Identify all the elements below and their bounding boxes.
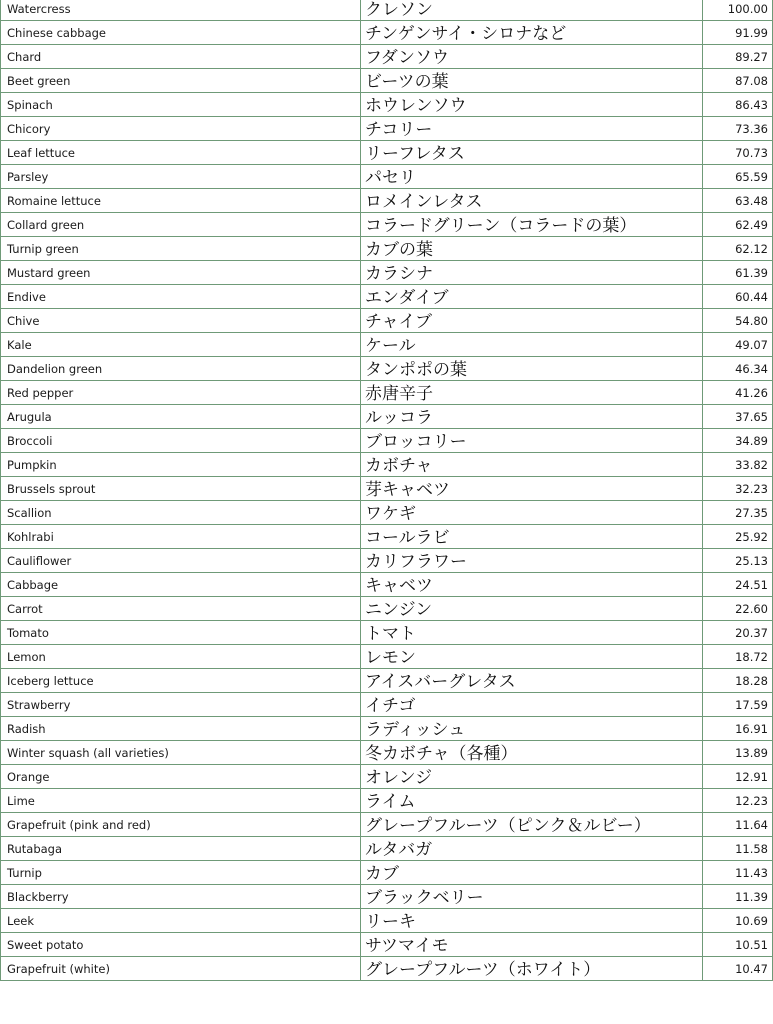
table-row bbox=[1, 741, 773, 765]
english-name-cell: Red pepper bbox=[1, 381, 361, 405]
score-cell: 10.69 bbox=[703, 909, 773, 933]
english-name-cell: Blackberry bbox=[1, 885, 361, 909]
score-cell: 11.39 bbox=[703, 885, 773, 909]
table-row bbox=[1, 429, 773, 453]
table-row bbox=[1, 621, 773, 645]
english-name-cell: Mustard green bbox=[1, 261, 361, 285]
score-cell: 87.08 bbox=[703, 69, 773, 93]
japanese-name-cell: ライム bbox=[361, 789, 703, 813]
table-row bbox=[1, 957, 773, 981]
japanese-name-cell: チャイブ bbox=[361, 309, 703, 333]
japanese-name-cell: ワケギ bbox=[361, 501, 703, 525]
english-name-cell: Kale bbox=[1, 333, 361, 357]
japanese-name-cell: ニンジン bbox=[361, 597, 703, 621]
table-row bbox=[1, 213, 773, 237]
score-cell: 65.59 bbox=[703, 165, 773, 189]
japanese-name-cell: カボチャ bbox=[361, 453, 703, 477]
english-name-cell: Chinese cabbage bbox=[1, 21, 361, 45]
table-row bbox=[1, 477, 773, 501]
japanese-name-cell: キャベツ bbox=[361, 573, 703, 597]
japanese-name-cell: ラディッシュ bbox=[361, 717, 703, 741]
english-name-cell: Watercress bbox=[1, 0, 361, 21]
japanese-name-cell: ケール bbox=[361, 333, 703, 357]
score-cell: 100.00 bbox=[703, 0, 773, 21]
score-cell: 24.51 bbox=[703, 573, 773, 597]
table-row bbox=[1, 501, 773, 525]
table-row bbox=[1, 21, 773, 45]
score-cell: 62.12 bbox=[703, 237, 773, 261]
japanese-name-cell: パセリ bbox=[361, 165, 703, 189]
japanese-name-cell: ブロッコリー bbox=[361, 429, 703, 453]
english-name-cell: Romaine lettuce bbox=[1, 189, 361, 213]
score-cell: 63.48 bbox=[703, 189, 773, 213]
japanese-name-cell: オレンジ bbox=[361, 765, 703, 789]
table-row bbox=[1, 405, 773, 429]
english-name-cell: Leaf lettuce bbox=[1, 141, 361, 165]
english-name-cell: Dandelion green bbox=[1, 357, 361, 381]
score-cell: 61.39 bbox=[703, 261, 773, 285]
japanese-name-cell: タンポポの葉 bbox=[361, 357, 703, 381]
japanese-name-cell: 赤唐辛子 bbox=[361, 381, 703, 405]
table-row bbox=[1, 69, 773, 93]
japanese-name-cell: グレープフルーツ（ピンク＆ルビー） bbox=[361, 813, 703, 837]
japanese-name-cell: コラードグリーン（コラードの葉） bbox=[361, 213, 703, 237]
score-cell: 11.58 bbox=[703, 837, 773, 861]
english-name-cell: Pumpkin bbox=[1, 453, 361, 477]
japanese-name-cell: ホウレンソウ bbox=[361, 93, 703, 117]
english-name-cell: Collard green bbox=[1, 213, 361, 237]
japanese-name-cell: ルタバガ bbox=[361, 837, 703, 861]
table-row bbox=[1, 885, 773, 909]
table-row bbox=[1, 165, 773, 189]
japanese-name-cell: リーキ bbox=[361, 909, 703, 933]
table-row bbox=[1, 309, 773, 333]
table-row bbox=[1, 549, 773, 573]
table-row bbox=[1, 789, 773, 813]
table-row bbox=[1, 573, 773, 597]
english-name-cell: Beet green bbox=[1, 69, 361, 93]
table-row bbox=[1, 765, 773, 789]
table-row bbox=[1, 693, 773, 717]
score-cell: 12.23 bbox=[703, 789, 773, 813]
japanese-name-cell: アイスバーグレタス bbox=[361, 669, 703, 693]
japanese-name-cell: カブ bbox=[361, 861, 703, 885]
japanese-name-cell: トマト bbox=[361, 621, 703, 645]
table-row bbox=[1, 933, 773, 957]
japanese-name-cell: エンダイブ bbox=[361, 285, 703, 309]
score-cell: 20.37 bbox=[703, 621, 773, 645]
table-row bbox=[1, 45, 773, 69]
english-name-cell: Winter squash (all varieties) bbox=[1, 741, 361, 765]
score-cell: 60.44 bbox=[703, 285, 773, 309]
english-name-cell: Grapefruit (pink and red) bbox=[1, 813, 361, 837]
score-cell: 22.60 bbox=[703, 597, 773, 621]
score-cell: 37.65 bbox=[703, 405, 773, 429]
table-row bbox=[1, 597, 773, 621]
score-cell: 11.64 bbox=[703, 813, 773, 837]
english-name-cell: Grapefruit (white) bbox=[1, 957, 361, 981]
table-row bbox=[1, 93, 773, 117]
table-row bbox=[1, 453, 773, 477]
table-row bbox=[1, 0, 773, 21]
score-cell: 16.91 bbox=[703, 717, 773, 741]
english-name-cell: Iceberg lettuce bbox=[1, 669, 361, 693]
japanese-name-cell: ビーツの葉 bbox=[361, 69, 703, 93]
table-row bbox=[1, 669, 773, 693]
english-name-cell: Sweet potato bbox=[1, 933, 361, 957]
table-row bbox=[1, 285, 773, 309]
japanese-name-cell: リーフレタス bbox=[361, 141, 703, 165]
english-name-cell: Spinach bbox=[1, 93, 361, 117]
japanese-name-cell: フダンソウ bbox=[361, 45, 703, 69]
score-cell: 27.35 bbox=[703, 501, 773, 525]
score-cell: 18.72 bbox=[703, 645, 773, 669]
japanese-name-cell: 芽キャベツ bbox=[361, 477, 703, 501]
english-name-cell: Arugula bbox=[1, 405, 361, 429]
japanese-name-cell: チコリー bbox=[361, 117, 703, 141]
table-row bbox=[1, 357, 773, 381]
english-name-cell: Chicory bbox=[1, 117, 361, 141]
english-name-cell: Carrot bbox=[1, 597, 361, 621]
table-row bbox=[1, 861, 773, 885]
score-cell: 46.34 bbox=[703, 357, 773, 381]
english-name-cell: Chive bbox=[1, 309, 361, 333]
english-name-cell: Leek bbox=[1, 909, 361, 933]
japanese-name-cell: カラシナ bbox=[361, 261, 703, 285]
score-cell: 11.43 bbox=[703, 861, 773, 885]
score-cell: 86.43 bbox=[703, 93, 773, 117]
table-row bbox=[1, 117, 773, 141]
table-row bbox=[1, 333, 773, 357]
table-row bbox=[1, 141, 773, 165]
score-cell: 49.07 bbox=[703, 333, 773, 357]
english-name-cell: Tomato bbox=[1, 621, 361, 645]
english-name-cell: Lemon bbox=[1, 645, 361, 669]
english-name-cell: Scallion bbox=[1, 501, 361, 525]
japanese-name-cell: カブの葉 bbox=[361, 237, 703, 261]
score-cell: 70.73 bbox=[703, 141, 773, 165]
score-cell: 62.49 bbox=[703, 213, 773, 237]
score-cell: 12.91 bbox=[703, 765, 773, 789]
score-cell: 10.47 bbox=[703, 957, 773, 981]
english-name-cell: Broccoli bbox=[1, 429, 361, 453]
table-row bbox=[1, 645, 773, 669]
japanese-name-cell: ルッコラ bbox=[361, 405, 703, 429]
japanese-name-cell: コールラビ bbox=[361, 525, 703, 549]
score-cell: 34.89 bbox=[703, 429, 773, 453]
japanese-name-cell: ブラックベリー bbox=[361, 885, 703, 909]
score-cell: 13.89 bbox=[703, 741, 773, 765]
table-row bbox=[1, 261, 773, 285]
japanese-name-cell: カリフラワー bbox=[361, 549, 703, 573]
japanese-name-cell: クレソン bbox=[361, 0, 703, 21]
score-cell: 89.27 bbox=[703, 45, 773, 69]
japanese-name-cell: ロメインレタス bbox=[361, 189, 703, 213]
score-cell: 18.28 bbox=[703, 669, 773, 693]
english-name-cell: Kohlrabi bbox=[1, 525, 361, 549]
english-name-cell: Cauliflower bbox=[1, 549, 361, 573]
english-name-cell: Parsley bbox=[1, 165, 361, 189]
score-cell: 25.92 bbox=[703, 525, 773, 549]
table-row bbox=[1, 909, 773, 933]
english-name-cell: Turnip green bbox=[1, 237, 361, 261]
english-name-cell: Endive bbox=[1, 285, 361, 309]
score-cell: 10.51 bbox=[703, 933, 773, 957]
score-cell: 32.23 bbox=[703, 477, 773, 501]
english-name-cell: Turnip bbox=[1, 861, 361, 885]
table-body bbox=[1, 0, 773, 981]
table-row bbox=[1, 717, 773, 741]
score-cell: 41.26 bbox=[703, 381, 773, 405]
english-name-cell: Radish bbox=[1, 717, 361, 741]
japanese-name-cell: グレープフルーツ（ホワイト） bbox=[361, 957, 703, 981]
english-name-cell: Lime bbox=[1, 789, 361, 813]
score-cell: 91.99 bbox=[703, 21, 773, 45]
table-row bbox=[1, 813, 773, 837]
japanese-name-cell: イチゴ bbox=[361, 693, 703, 717]
score-cell: 33.82 bbox=[703, 453, 773, 477]
english-name-cell: Strawberry bbox=[1, 693, 361, 717]
english-name-cell: Rutabaga bbox=[1, 837, 361, 861]
english-name-cell: Brussels sprout bbox=[1, 477, 361, 501]
japanese-name-cell: 冬カボチャ（各種） bbox=[361, 741, 703, 765]
table-row bbox=[1, 525, 773, 549]
japanese-name-cell: レモン bbox=[361, 645, 703, 669]
table-row bbox=[1, 381, 773, 405]
table-row bbox=[1, 189, 773, 213]
score-cell: 25.13 bbox=[703, 549, 773, 573]
english-name-cell: Orange bbox=[1, 765, 361, 789]
japanese-name-cell: チンゲンサイ・シロナなど bbox=[361, 21, 703, 45]
english-name-cell: Cabbage bbox=[1, 573, 361, 597]
score-cell: 17.59 bbox=[703, 693, 773, 717]
score-cell: 73.36 bbox=[703, 117, 773, 141]
english-name-cell: Chard bbox=[1, 45, 361, 69]
table-row bbox=[1, 837, 773, 861]
table-row bbox=[1, 237, 773, 261]
score-cell: 54.80 bbox=[703, 309, 773, 333]
japanese-name-cell: サツマイモ bbox=[361, 933, 703, 957]
